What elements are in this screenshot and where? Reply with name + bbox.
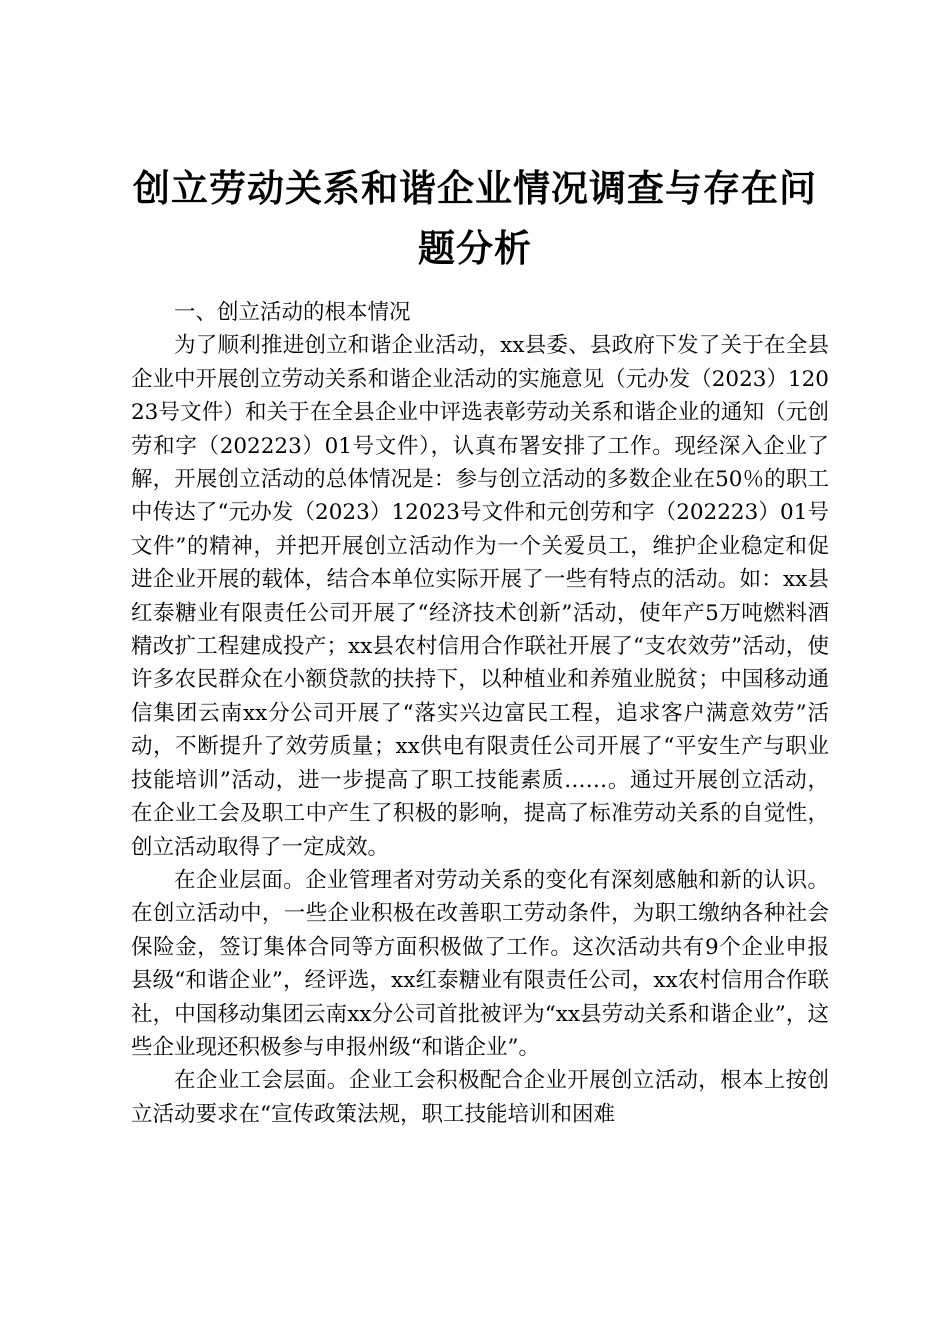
body-paragraph: 在企业层面。企业管理者对劳动关系的变化有深刻感触和新的认识。在创立活动中，一些企业积极在改善职工劳动条件，为职工缴纳各种社会保险金，签订集体合同等方面积极做了工作。这次活动共有9个企业申报县级“和谐企业”，经评选，xx红泰糖业有限责任公司，xx农村信用合作联社，中国移动集团云南xx分公司首批被评为“xx县劳动关系和谐企业”，这些企业现还积极参与申报州级“和谐企业”。 (131, 867, 829, 1060)
section-heading: 一、创立活动的根本情况 (174, 300, 411, 325)
body-paragraph: 在企业工会层面。企业工会积极配合企业开展创立活动，根本上按创立活动要求在“宣传政策法规，职工技能培训和困难 (131, 1068, 829, 1127)
body-paragraph: 为了顺利推进创立和谐企业活动，xx县委、县政府下发了关于在全县企业中开展创立劳动关系和谐企业活动的实施意见（元办发（2023）12023号文件）和关于在全县企业中评选表彰劳动关系和谐企业的通知（元创劳和字（202223）01号文件），认真布署安排了工作。现经深入企业了解，开展创立活动的总体情况是：参与创立活动的多数企业在50％的职工中传达了“元办发（2023）12023号文件和元创劳和字（202223）01号文件”的精神，并把开展创立活动作为一个关爱员工，维护企业稳定和促进企业开展的载体，结合本单位实际开展了一些有特点的活动。如：xx县红泰糖业有限责任公司开展了“经济技术创新”活动，使年产5万吨燃料酒精改扩工程建成投产；xx县农村信用合作联社开展了“支农效劳”活动，使许多农民群众在小额贷款的扶持下，以种植业和养殖业脱贫；中国移动通信集团云南xx分公司开展了“落实兴边富民工程，追求客户满意效劳”活动，不断提升了效劳质量；xx供电有限责任公司开展了“平安生产与职业技能培训”活动，进一步提高了职工技能素质……。通过开展创立活动，在企业工会及职工中产生了积极的影响，提高了标准劳动关系的自觉性，创立活动取得了一定成效。 (131, 333, 829, 860)
document-title: 创立劳动关系和谐企业情况调查与存在问题分析 (133, 166, 817, 270)
document-body (131, 296, 829, 1131)
